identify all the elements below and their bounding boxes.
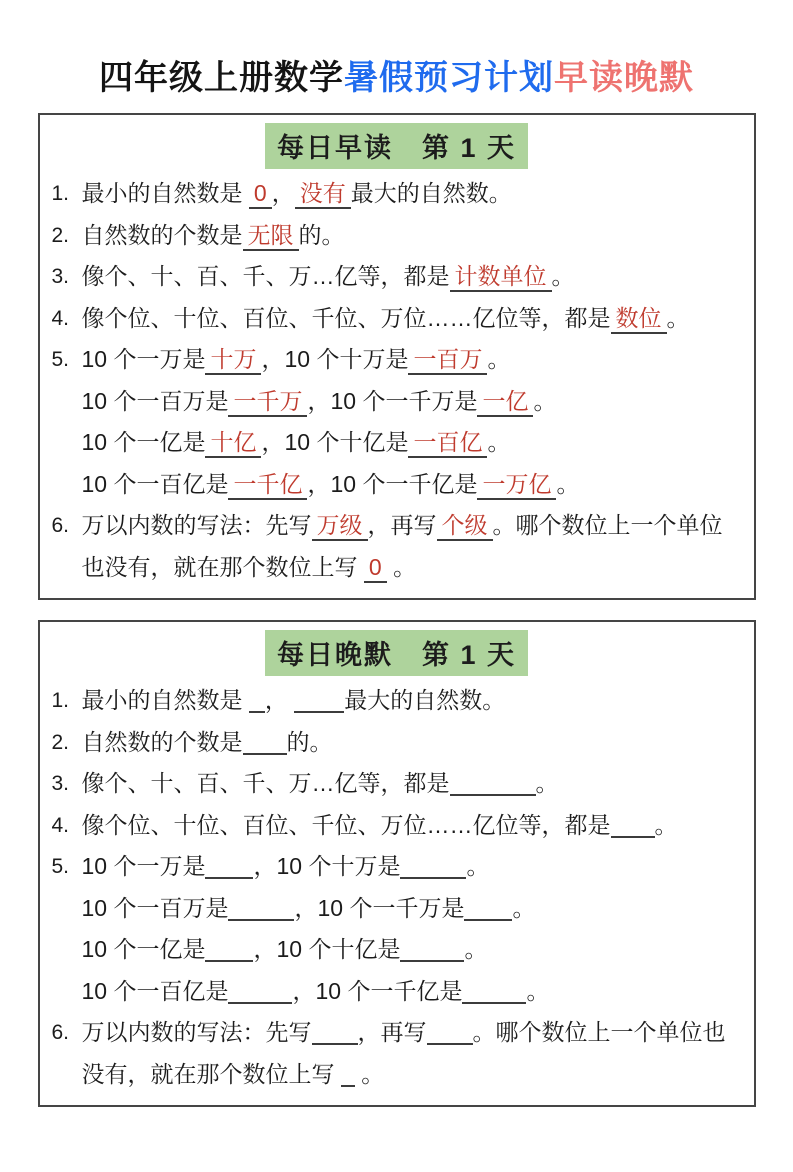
answer-blank bbox=[228, 905, 294, 921]
plain-text: 10 个一万是 bbox=[81, 853, 206, 879]
item-number: 5. bbox=[51, 855, 70, 878]
section-morning-read bbox=[38, 113, 756, 600]
item-number: 1. bbox=[51, 689, 70, 712]
morning-read-lines bbox=[52, 173, 742, 588]
answer-text: 万级 bbox=[312, 512, 368, 541]
item-text bbox=[82, 1012, 742, 1095]
answer-text: 0 bbox=[364, 554, 387, 583]
answer-text: 十万 bbox=[205, 346, 261, 375]
plain-text: 10 个一万是 bbox=[81, 346, 206, 372]
plain-text: 最小的自然数是 bbox=[81, 180, 249, 206]
item-text bbox=[82, 464, 742, 506]
answer-blank bbox=[400, 946, 464, 962]
worksheet-page bbox=[0, 50, 793, 1107]
item-text bbox=[82, 722, 742, 764]
plain-text: 像个位、十位、百位、千位、万位……亿位等，都是 bbox=[81, 304, 611, 331]
plain-text: 。 bbox=[464, 936, 488, 962]
plain-text: ，10 个一千万是 bbox=[307, 387, 478, 414]
answer-blank bbox=[611, 822, 655, 838]
plain-text: 像个、十、百、千、万…亿等，都是 bbox=[81, 770, 450, 796]
plain-text: 。 bbox=[354, 1060, 385, 1087]
item-number: 3. bbox=[51, 772, 70, 795]
worksheet-line bbox=[52, 256, 742, 298]
worksheet-line bbox=[52, 805, 742, 847]
worksheet-line bbox=[52, 1012, 742, 1095]
section-header-morning: 每日早读 第 1 天 bbox=[265, 123, 528, 169]
answer-blank bbox=[312, 1029, 358, 1045]
item-text bbox=[82, 173, 742, 215]
item-text bbox=[82, 215, 742, 257]
section-header-row-morning bbox=[52, 121, 742, 173]
plain-text: 10 个一亿是 bbox=[81, 429, 206, 455]
item-number: 4. bbox=[51, 813, 70, 837]
worksheet-line bbox=[52, 298, 742, 340]
plain-text: 10 个一百亿是 bbox=[81, 977, 229, 1004]
plain-text: ， bbox=[271, 180, 295, 206]
item-number: 5. bbox=[51, 348, 70, 371]
answer-text: 无限 bbox=[243, 222, 299, 251]
worksheet-line bbox=[52, 763, 742, 805]
worksheet-line bbox=[52, 929, 742, 971]
plain-text: 。 bbox=[533, 387, 557, 414]
item-number: 6. bbox=[51, 1021, 70, 1044]
item-number: 6. bbox=[51, 514, 70, 537]
section-header-evening: 每日晚默 第 1 天 bbox=[265, 630, 528, 676]
title-part-summer-plan: 暑假预习计划 bbox=[344, 59, 554, 97]
answer-blank bbox=[205, 863, 253, 879]
plain-text: ，10 个十万是 bbox=[261, 346, 409, 372]
item-number: 1. bbox=[51, 182, 70, 205]
answer-text: 一亿 bbox=[477, 388, 533, 417]
item-text bbox=[82, 339, 742, 381]
worksheet-line bbox=[52, 215, 742, 257]
plain-text: 万以内数的写法：先写 bbox=[81, 1019, 312, 1045]
answer-text: 个级 bbox=[437, 512, 493, 541]
answer-text: 十亿 bbox=[205, 429, 261, 458]
worksheet-line bbox=[52, 381, 742, 423]
section-header-row-evening bbox=[52, 628, 742, 680]
item-text bbox=[82, 805, 742, 847]
evening-recite-lines bbox=[52, 680, 742, 1095]
item-text bbox=[82, 846, 742, 888]
plain-text: 10 个一亿是 bbox=[81, 936, 206, 962]
item-text bbox=[82, 256, 742, 298]
title-part-grade-subject: 四年级上册数学 bbox=[99, 59, 344, 97]
answer-text: 0 bbox=[249, 180, 272, 209]
answer-blank bbox=[228, 988, 292, 1004]
worksheet-line bbox=[52, 464, 742, 506]
plain-text: ，再写 bbox=[357, 1019, 427, 1045]
plain-text: 。哪个数位上一个单位也没有，就在那个数位上写 bbox=[81, 512, 723, 580]
worksheet-line bbox=[52, 422, 742, 464]
answer-text: 没有 bbox=[295, 180, 351, 209]
plain-text: 。 bbox=[512, 894, 536, 921]
item-text bbox=[82, 971, 742, 1013]
plain-text: 。 bbox=[466, 853, 490, 879]
worksheet-line bbox=[52, 680, 742, 722]
plain-text: ，10 个十亿是 bbox=[261, 429, 409, 455]
answer-blank bbox=[464, 905, 512, 921]
answer-blank bbox=[450, 780, 536, 796]
plain-text: 。 bbox=[654, 811, 678, 838]
plain-text: 像个、十、百、千、万…亿等，都是 bbox=[81, 263, 450, 289]
answer-blank bbox=[205, 946, 253, 962]
plain-text: ，10 个一千亿是 bbox=[292, 977, 463, 1004]
plain-text: 10 个一百万是 bbox=[81, 387, 229, 414]
plain-text: 。 bbox=[487, 429, 511, 455]
item-text bbox=[82, 680, 742, 722]
plain-text: 的。 bbox=[286, 728, 333, 755]
plain-text: 像个位、十位、百位、千位、万位……亿位等，都是 bbox=[81, 811, 611, 838]
worksheet-line bbox=[52, 722, 742, 764]
answer-text: 一百万 bbox=[408, 346, 487, 375]
plain-text: 10 个一百万是 bbox=[81, 894, 229, 921]
plain-text: 。 bbox=[551, 263, 575, 289]
item-number: 2. bbox=[51, 223, 70, 247]
plain-text: 。 bbox=[556, 470, 580, 497]
item-text bbox=[82, 929, 742, 971]
answer-text: 计数单位 bbox=[450, 263, 552, 292]
plain-text: 万以内数的写法：先写 bbox=[81, 512, 312, 538]
plain-text: ，10 个一千万是 bbox=[294, 894, 465, 921]
answer-blank bbox=[427, 1029, 473, 1045]
plain-text: 。 bbox=[487, 346, 511, 372]
item-text bbox=[82, 381, 742, 423]
plain-text: 。 bbox=[535, 770, 559, 796]
answer-text: 数位 bbox=[611, 305, 667, 334]
plain-text: ，再写 bbox=[367, 512, 437, 538]
item-text bbox=[82, 298, 742, 340]
answer-text: 一千万 bbox=[228, 388, 307, 417]
answer-blank bbox=[249, 697, 265, 713]
item-text bbox=[82, 888, 742, 930]
plain-text: 10 个一百亿是 bbox=[81, 470, 229, 497]
section-evening-recite bbox=[38, 620, 756, 1107]
plain-text: ，10 个一千亿是 bbox=[307, 470, 478, 497]
page-title bbox=[0, 50, 793, 99]
plain-text: 。哪个数位上一个单位也没有，就在那个数位上写 bbox=[81, 1019, 726, 1087]
item-number: 3. bbox=[51, 265, 70, 288]
answer-blank bbox=[294, 697, 344, 713]
answer-text: 一千亿 bbox=[228, 471, 307, 500]
answer-blank bbox=[341, 1071, 355, 1087]
plain-text: 的。 bbox=[298, 221, 345, 248]
plain-text: ， bbox=[264, 687, 295, 713]
plain-text: 最小的自然数是 bbox=[81, 687, 249, 713]
title-part-read-recite: 早读晚默 bbox=[554, 59, 694, 97]
plain-text: 。 bbox=[526, 977, 550, 1004]
plain-text: 最大的自然数。 bbox=[350, 180, 512, 206]
plain-text: 自然数的个数是 bbox=[81, 728, 243, 755]
worksheet-line bbox=[52, 846, 742, 888]
worksheet-line bbox=[52, 888, 742, 930]
item-text bbox=[82, 505, 742, 588]
item-number: 2. bbox=[51, 730, 70, 754]
worksheet-line bbox=[52, 339, 742, 381]
plain-text: 最大的自然数。 bbox=[344, 687, 506, 713]
worksheet-line bbox=[52, 971, 742, 1013]
item-number: 4. bbox=[51, 306, 70, 330]
plain-text: ，10 个十亿是 bbox=[253, 936, 401, 962]
answer-blank bbox=[243, 739, 287, 755]
plain-text: ，10 个十万是 bbox=[253, 853, 401, 879]
plain-text: 。 bbox=[386, 553, 417, 580]
worksheet-line bbox=[52, 505, 742, 588]
answer-text: 一百亿 bbox=[408, 429, 487, 458]
item-text bbox=[82, 763, 742, 805]
answer-blank bbox=[462, 988, 526, 1004]
plain-text: 自然数的个数是 bbox=[81, 221, 243, 248]
answer-blank bbox=[400, 863, 466, 879]
item-text bbox=[82, 422, 742, 464]
answer-text: 一万亿 bbox=[477, 471, 556, 500]
worksheet-line bbox=[52, 173, 742, 215]
plain-text: 。 bbox=[666, 304, 690, 331]
